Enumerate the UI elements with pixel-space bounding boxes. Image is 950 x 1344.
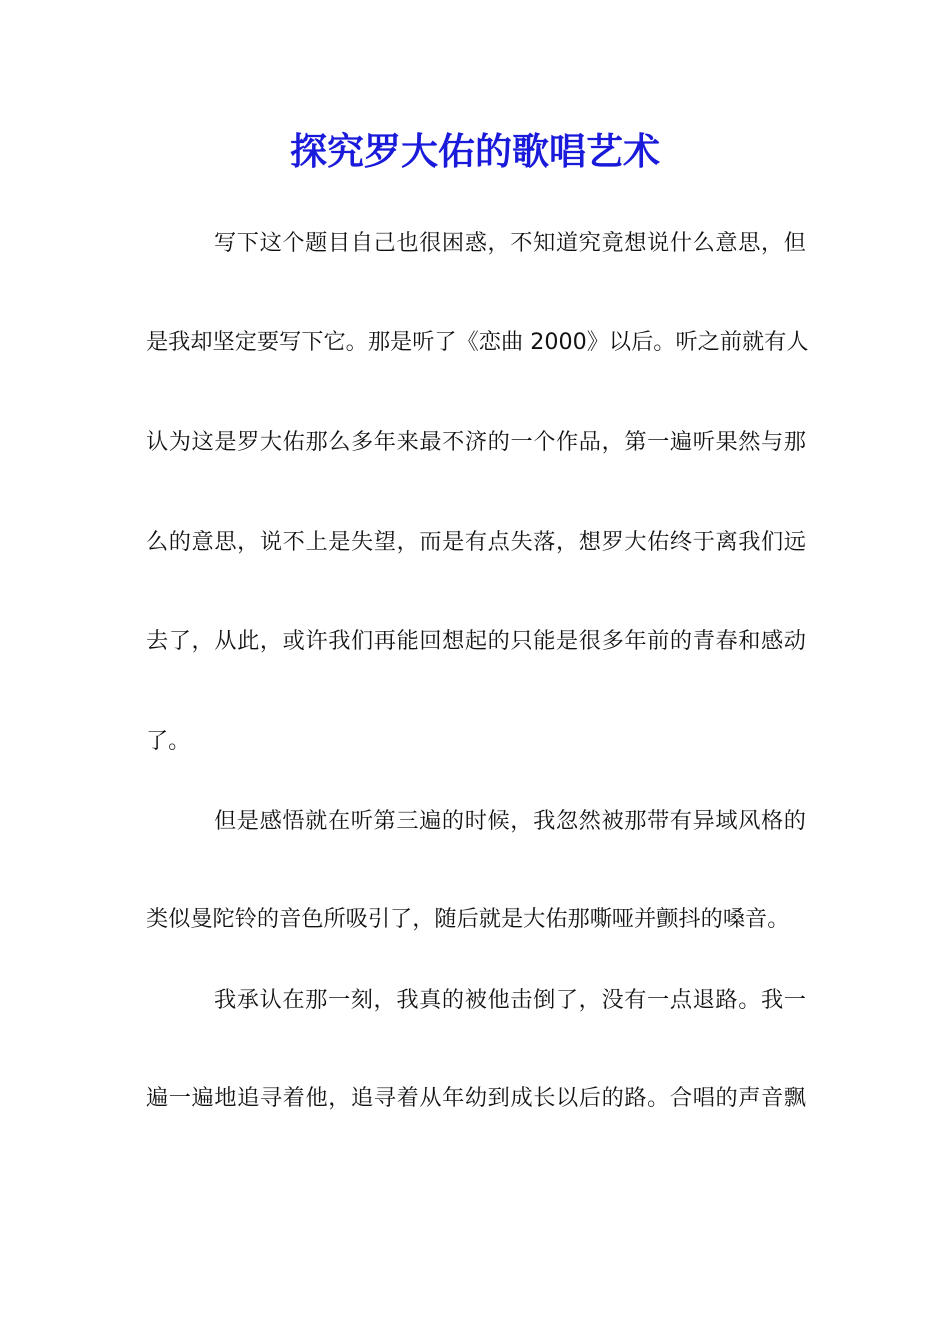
paragraph-1-line-3: 认为这是罗大佑那么多年来最不济的一个作品，第一遍听果然与那 xyxy=(146,429,806,455)
paragraph-2-line-2: 类似曼陀铃的音色所吸引了，随后就是大佑那嘶哑并颤抖的嗓音。 xyxy=(146,906,790,932)
document-title: 探究罗大佑的歌唱艺术 xyxy=(290,129,660,173)
paragraph-3-line-2: 遍一遍地追寻着他，追寻着从年幼到成长以后的路。合唱的声音飘 xyxy=(146,1085,806,1111)
paragraph-1-line-5: 去了，从此，或许我们再能回想起的只能是很多年前的青春和感动 xyxy=(146,628,806,654)
paragraph-1-line-4: 么的意思，说不上是失望，而是有点失落，想罗大佑终于离我们远 xyxy=(146,529,806,555)
paragraph-1-line-1: 写下这个题目自己也很困惑，不知道究竟想说什么意思，但 xyxy=(214,230,806,256)
paragraph-1-line-2: 是我却坚定要写下它。那是听了《恋曲 2000》以后。听之前就有人 xyxy=(146,329,809,355)
paragraph-3-line-1: 我承认在那一刻，我真的被他击倒了，没有一点退路。我一 xyxy=(214,987,806,1013)
paragraph-1-line-6: 了。 xyxy=(146,728,191,754)
paragraph-2-line-1: 但是感悟就在听第三遍的时候，我忽然被那带有异域风格的 xyxy=(214,808,806,834)
